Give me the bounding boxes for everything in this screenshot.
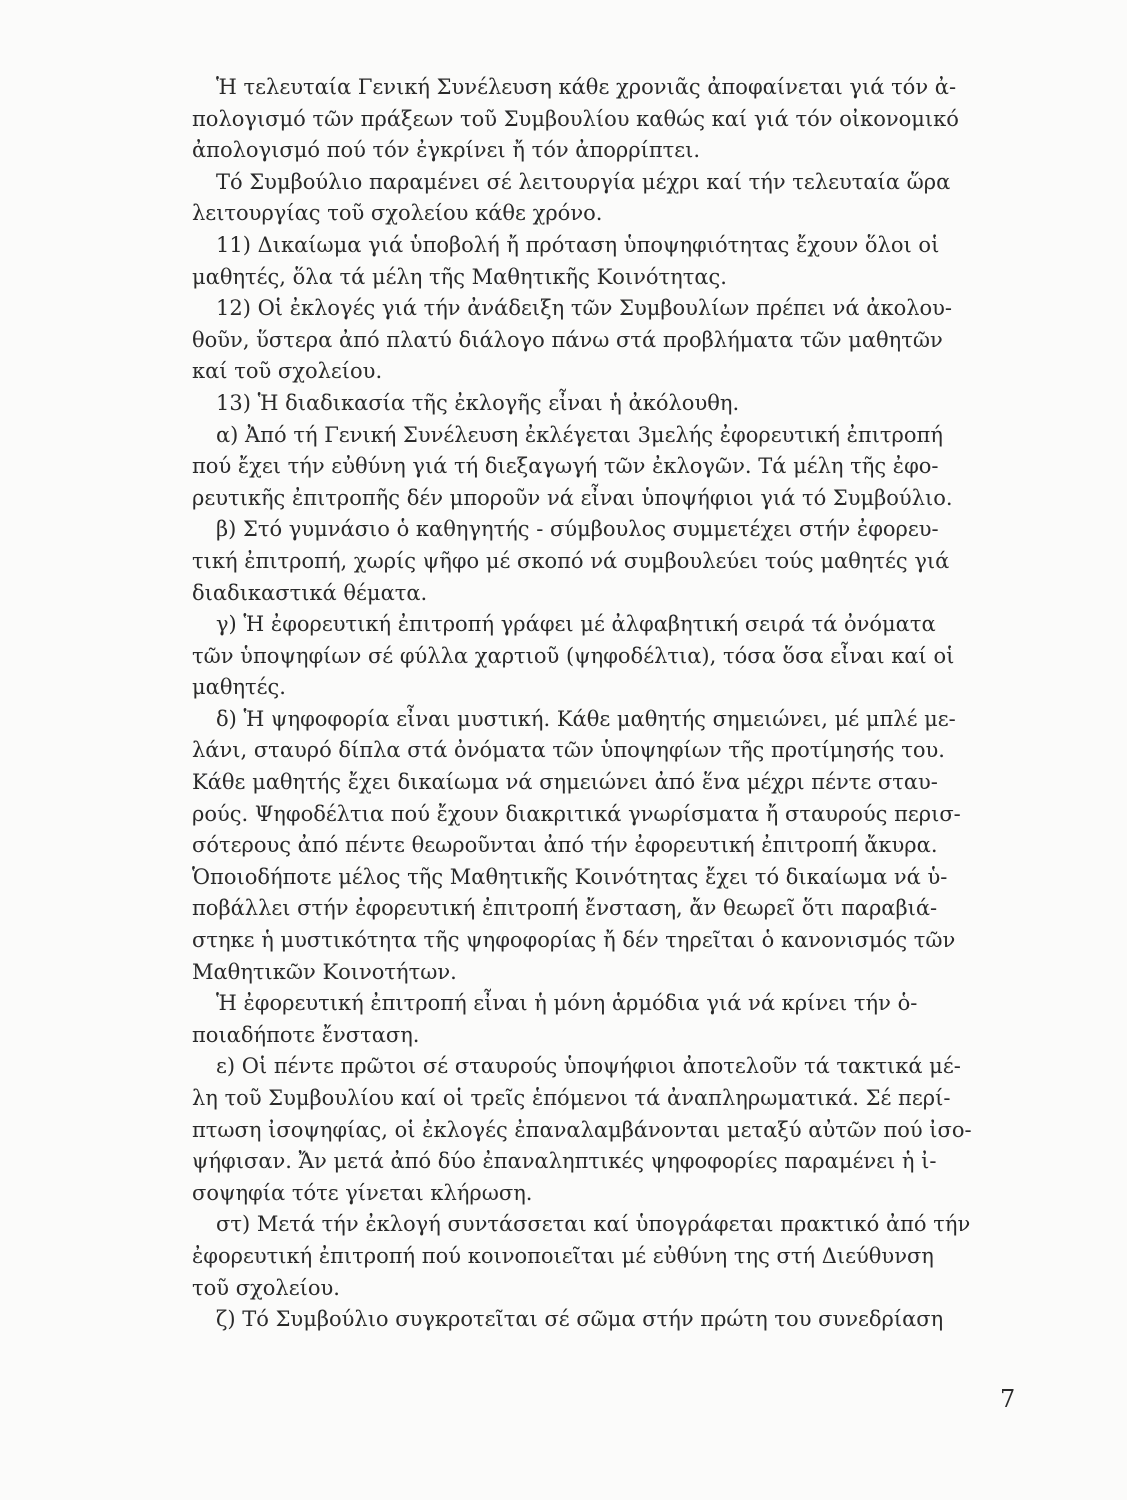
paragraph-b-advisor xyxy=(192,514,1022,609)
text-line: β) Στό γυμνάσιο ὁ καθηγητής - σύμβουλος συμμετέχει στήν ἐφορευ- xyxy=(216,517,939,542)
paragraph-council-operation xyxy=(192,167,1022,230)
text-line: τική ἐπιτροπή, χωρίς ψῆφο μέ σκοπό νά συμβουλεύει τούς μαθητές γιά xyxy=(192,548,950,573)
text-line: 13) Ἡ διαδικασία τῆς ἐκλογῆς εἶναι ἡ ἀκόλουθη. xyxy=(216,390,740,415)
text-line: Κάθε μαθητής ἔχει δικαίωμα νά σημειώνει ἀπό ἕνα μέχρι πέντε σταυ- xyxy=(192,770,938,795)
text-line: θοῦν, ὕστερα ἀπό πλατύ διάλογο πάνω στά προβλήματα τῶν μαθητῶν xyxy=(192,327,943,352)
text-line: Ἡ τελευταία Γενική Συνέλευση κάθε χρονιᾶς ἀποφαίνεται γιά τόν ἀ- xyxy=(216,75,957,99)
text-line: 11) Δικαίωμα γιά ὑποβολή ἤ πρόταση ὑποψηφιότητας ἔχουν ὅλοι οἱ xyxy=(216,232,940,257)
text-line: τοῦ σχολείου. xyxy=(192,1275,340,1300)
paragraph-a-election-committee xyxy=(192,420,1022,515)
text-line: 12) Οἱ ἐκλογές γιά τήν ἀνάδειξη τῶν Συμβουλίων πρέπει νά ἀκολου- xyxy=(216,296,953,321)
text-line: ζ) Τό Συμβούλιο συγκροτεῖται σέ σῶμα στήν πρώτη του συνεδρίαση xyxy=(216,1307,944,1332)
text-line: καί τοῦ σχολείου. xyxy=(192,359,383,384)
paragraph-11-candidacy xyxy=(192,230,1022,293)
text-line: ε) Οἱ πέντε πρῶτοι σέ σταυρούς ὑποψήφιοι ἀποτελοῦν τά τακτικά μέ- xyxy=(216,1054,961,1079)
text-line: διαδικαστικά θέματα. xyxy=(192,580,428,605)
paragraph-d-secret-vote xyxy=(192,704,1022,988)
text-line: δ) Ἡ ψηφοφορία εἶναι μυστική. Κάθε μαθητής σημειώνει, μέ μπλέ με- xyxy=(216,706,956,731)
paragraph-st-minutes xyxy=(192,1209,1022,1304)
text-line: λη τοῦ Συμβουλίου καί οἱ τρεῖς ἑπόμενοι τά ἀναπληρωματικά. Σέ περί- xyxy=(192,1086,951,1110)
text-line: στηκε ἡ μυστικότητα τῆς ψηφοφορίας ἤ δέν τηρεῖται ὁ κανονισμός τῶν xyxy=(192,928,956,953)
text-line: Ἡ ἐφορευτική ἐπιτροπή εἶναι ἡ μόνη ἁρμόδια γιά νά κρίνει τήν ὁ- xyxy=(216,991,918,1016)
text-line: ψήφισαν. Ἄν μετά ἀπό δύο ἐπαναληπτικές ψηφοφορίες παραμένει ἡ ἰ- xyxy=(192,1149,937,1174)
text-line: ποιαδήποτε ἔνσταση. xyxy=(192,1022,420,1047)
text-line: Τό Συμβούλιο παραμένει σέ λειτουργία μέχρι καί τήν τελευταία ὥρα xyxy=(216,169,951,194)
text-line: α) Ἀπό τή Γενική Συνέλευση ἐκλέγεται 3μελής ἐφορευτική ἐπιτροπή xyxy=(216,422,943,447)
text-line: ἐφορευτική ἐπιτροπή πού κοινοποιεῖται μέ εὐθύνη της στή Διεύθυνση xyxy=(192,1243,934,1268)
text-line: ρούς. Ψηφοδέλτια πού ἔχουν διακριτικά γνωρίσματα ἤ σταυρούς περισ- xyxy=(192,801,961,826)
paragraph-e-results xyxy=(192,1051,1022,1209)
body-text xyxy=(192,72,1022,1336)
text-line: τῶν ὑποψηφίων σέ φύλλα χαρτιοῦ (ψηφοδέλτια), τόσα ὅσα εἶναι καί οἱ xyxy=(192,643,955,668)
text-line: γ) Ἡ ἐφορευτική ἐπιτροπή γράφει μέ ἀλφαβητική σειρά τά ὀνόματα xyxy=(216,612,936,637)
page-number: 7 xyxy=(1000,1385,1016,1413)
paragraph-general-assembly xyxy=(192,72,1022,167)
text-line: πού ἔχει τήν εὐθύνη γιά τή διεξαγωγή τῶν ἐκλογῶν. Τά μέλη τῆς ἐφο- xyxy=(192,454,939,479)
paragraph-objection-authority xyxy=(192,988,1022,1051)
text-line: μαθητές. xyxy=(192,675,286,700)
paragraph-z-constitution xyxy=(192,1304,1022,1336)
paragraph-12-elections xyxy=(192,293,1022,388)
text-line: στ) Μετά τήν ἐκλογή συντάσσεται καί ὑπογράφεται πρακτικό ἀπό τήν xyxy=(216,1212,971,1237)
text-line: Μαθητικῶν Κοινοτήτων. xyxy=(192,959,457,984)
text-line: πολογισμό τῶν πράξεων τοῦ Συμβουλίου καθώς καί γιά τόν οἰκονομικό xyxy=(192,106,959,131)
text-line: ρευτικῆς ἐπιτροπῆς δέν μποροῦν νά εἶναι ὑποψήφιοι γιά τό Συμβούλιο. xyxy=(192,485,953,510)
text-line: λειτουργίας τοῦ σχολείου κάθε χρόνο. xyxy=(192,201,603,226)
text-line: ἀπολογισμό πού τόν ἐγκρίνει ἤ τόν ἀπορρίπτει. xyxy=(192,138,701,163)
text-line: Ὁποιοδήποτε μέλος τῆς Μαθητικῆς Κοινότητας ἔχει τό δικαίωμα νά ὑ- xyxy=(192,864,948,889)
text-line: ποβάλλει στήν ἐφορευτική ἐπιτροπή ἔνσταση, ἄν θεωρεῖ ὅτι παραβιά- xyxy=(192,896,938,921)
text-line: μαθητές, ὅλα τά μέλη τῆς Μαθητικῆς Κοινότητας. xyxy=(192,264,727,289)
paragraph-c-ballots xyxy=(192,609,1022,704)
text-line: λάνι, σταυρό δίπλα στά ὀνόματα τῶν ὑποψηφίων τῆς προτίμησής του. xyxy=(192,738,945,763)
text-line: σότερους ἀπό πέντε θεωροῦνται ἀπό τήν ἐφορευτική ἐπιτροπή ἄκυρα. xyxy=(192,833,938,858)
text-line: πτωση ἰσοψηφίας, οἱ ἐκλογές ἐπαναλαμβάνονται μεταξύ αὐτῶν πού ἰσο- xyxy=(192,1117,972,1142)
text-line: σοψηφία τότε γίνεται κλήρωση. xyxy=(192,1180,533,1205)
paragraph-13-procedure xyxy=(192,388,1022,420)
